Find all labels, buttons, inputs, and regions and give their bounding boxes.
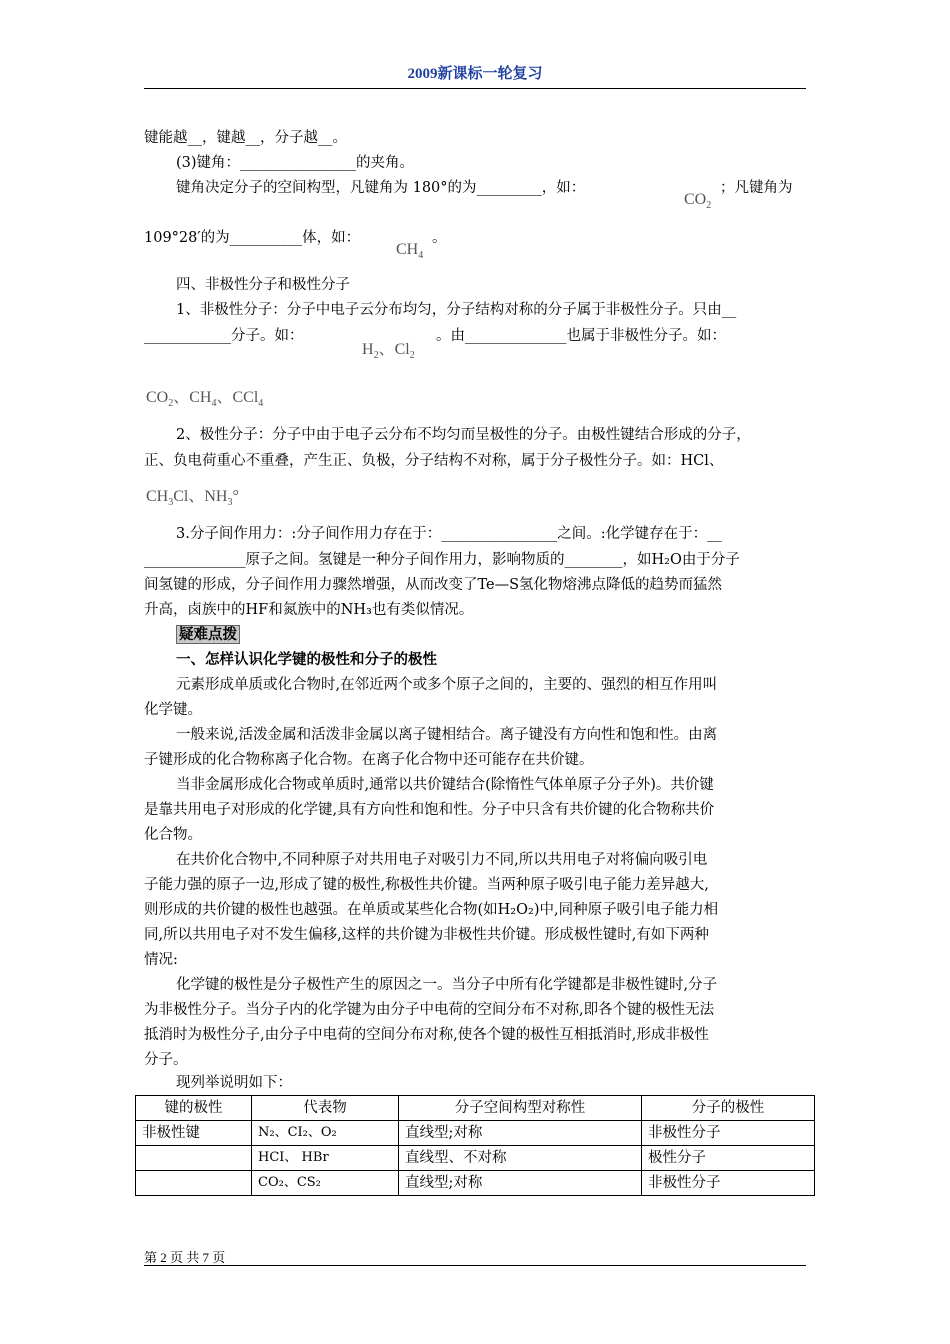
text-line: ；凡键角为 bbox=[720, 180, 793, 196]
table-cell: 极性分子 bbox=[642, 1146, 815, 1171]
page-header-title: 2009新课标一轮复习 bbox=[407, 66, 543, 82]
header-rule bbox=[144, 88, 806, 89]
formula-list-polar: $CH_3Cl$、$NH_3^\circ$ bbox=[146, 488, 239, 509]
text-line: 为非极性分子。当分子内的化学键为由分子中电荷的空间分布不对称,即各个键的极性无法 bbox=[144, 1002, 715, 1018]
text-line: 3.分子间作用力：:分子间作用力存在于：________________之间。:化学键存在于：__ bbox=[176, 526, 722, 542]
formula-h2-cl2: $H_2$、$Cl_2$ bbox=[362, 341, 415, 362]
text-line: 1、非极性分子：分子中电子云分布均匀，分子结构对称的分子属于非极性分子。只由__ bbox=[176, 302, 737, 318]
table-cell bbox=[136, 1146, 252, 1171]
formula-co2: $CO_2$ bbox=[684, 191, 712, 212]
table-cell: 直线型、不对称 bbox=[399, 1146, 642, 1171]
table-cell: 非极性键 bbox=[136, 1121, 252, 1146]
footer-rule bbox=[144, 1265, 806, 1266]
text-line: 一般来说,活泼金属和活泼非金属以离子键相结合。离子键没有方向性和饱和性。由离 bbox=[176, 727, 718, 743]
text-line: 正、负电荷重心不重叠，产生正、负极，分子结构不对称，属于分子极性分子。如：HCl、 bbox=[144, 453, 724, 469]
formula-ch4: $CH_4$ bbox=[396, 241, 424, 262]
table-header-cell: 分子空间构型对称性 bbox=[399, 1096, 642, 1121]
text-line: ______________原子之间。氢键是一种分子间作用力，影响物质的________，如H₂O由于分子 bbox=[144, 552, 740, 568]
text-line: 。由______________也属于非极性分子。如： bbox=[436, 328, 726, 344]
table-cell: N₂、CI₂、O₂ bbox=[252, 1121, 399, 1146]
table-header-cell: 键的极性 bbox=[136, 1096, 252, 1121]
text-line: 情况: bbox=[144, 952, 178, 968]
text-line: 在共价化合物中,不同种原子对共用电子对吸引力不同,所以共用电子对将偏向吸引电 bbox=[176, 852, 708, 868]
text-line: 子键形成的化合物称离子化合物。在离子化合物中还可能存在共价键。 bbox=[144, 752, 594, 768]
text-line: 同,所以共用电子对不发生偏移,这样的共价键为非极性共价键。形成极性键时,有如下两种 bbox=[144, 927, 709, 943]
text-line: 。 bbox=[432, 230, 447, 246]
table-cell: 非极性分子 bbox=[642, 1171, 815, 1196]
text-line: 化学键。 bbox=[144, 702, 202, 718]
text-line: 当非金属形成化合物或单质时,通常以共价键结合(除惰性气体单原子分子外)。共价键 bbox=[176, 777, 714, 793]
text-line: 2、极性分子：分子中由于电子云分布不均匀而呈极性的分子。由极性键结合形成的分子， bbox=[176, 427, 751, 443]
text-line: 元素形成单质或化合物时,在邻近两个或多个原子之间的，主要的、强烈的相互作用叫 bbox=[176, 677, 718, 693]
table-header-row bbox=[136, 1096, 815, 1121]
text-line: 109°28′的为__________体，如： bbox=[144, 230, 361, 246]
text-line: (3)键角：________________的夹角。 bbox=[176, 155, 415, 171]
table-row bbox=[136, 1146, 815, 1171]
polarity-table bbox=[135, 1095, 815, 1196]
table-cell: 直线型;对称 bbox=[399, 1171, 642, 1196]
text-line: 则形成的共价键的极性也越强。在单质或某些化合物(如H₂O₂)中,同种原子吸引电子能力相 bbox=[144, 902, 719, 918]
section-tag: 疑难点拨 bbox=[176, 625, 240, 645]
table-cell bbox=[136, 1171, 252, 1196]
text-line: 现列举说明如下： bbox=[176, 1075, 292, 1091]
table-cell: CO₂、CS₂ bbox=[252, 1171, 399, 1196]
page-number: 第 2 页 共 7 页 bbox=[144, 1250, 226, 1265]
section-heading: 一、怎样认识化学键的极性和分子的极性 bbox=[176, 651, 437, 668]
text-line: 是靠共用电子对形成的化学键,具有方向性和饱和性。分子中只含有共价键的化合物称共价 bbox=[144, 802, 715, 818]
text-line: 化合物。 bbox=[144, 827, 202, 843]
text-line: 化学键的极性是分子极性产生的原因之一。当分子中所有化学键都是非极性键时,分子 bbox=[176, 977, 718, 993]
text-line: 分子。 bbox=[144, 1052, 188, 1068]
table-cell: 非极性分子 bbox=[642, 1121, 815, 1146]
table-cell: 直线型;对称 bbox=[399, 1121, 642, 1146]
table-cell: HCI、 HBr bbox=[252, 1146, 399, 1171]
table-row bbox=[136, 1121, 815, 1146]
text-line: 键角决定分子的空间构型，凡键角为 180°的为_________，如： bbox=[176, 180, 586, 196]
text-line: 抵消时为极性分子,由分子中电荷的空间分布对称,使各个键的极性互相抵消时,形成非极性 bbox=[144, 1027, 709, 1043]
formula-list-nonpolar: $CO_2$、$CH_4$、CCl$_4$ bbox=[146, 389, 264, 410]
text-line: 四、非极性分子和极性分子 bbox=[176, 277, 350, 293]
text-line: 升高，卤族中的HF和氮族中的NH₃也有类似情况。 bbox=[144, 602, 474, 618]
table-header-cell: 代表物 bbox=[252, 1096, 399, 1121]
table-row bbox=[136, 1171, 815, 1196]
text-line: 键能越__，键越__，分子越__。 bbox=[144, 130, 347, 146]
text-line: ____________分子。如： bbox=[144, 328, 304, 344]
text-line: 间氢键的形成，分子间作用力骤然增强，从而改变了Te—S氢化物熔沸点降低的趋势而猛然 bbox=[144, 577, 723, 593]
text-line: 子能力强的原子一边,形成了键的极性,称极性共价键。当两种原子吸引电子能力差异越大, bbox=[144, 877, 709, 893]
table-header-cell: 分子的极性 bbox=[642, 1096, 815, 1121]
